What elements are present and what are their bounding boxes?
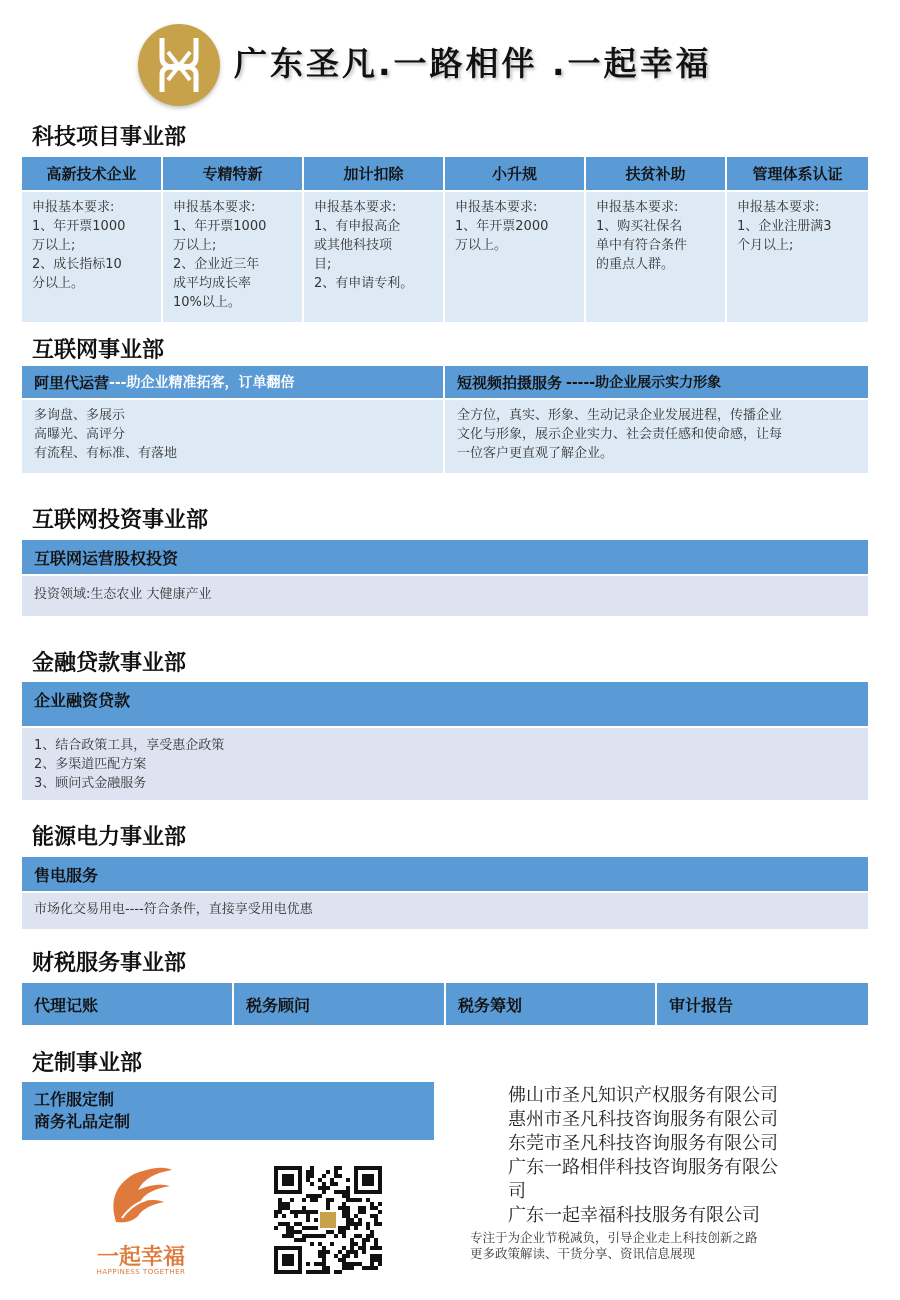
financing-line: 2、多渠道匹配方案: [34, 757, 147, 772]
requirement-line: 分以上。: [32, 276, 85, 291]
tech-col-header: 小升规: [445, 157, 586, 190]
financing-line: 1、结合政策工具，享受惠企政策: [34, 738, 225, 753]
equity-investment-band: 互联网运营股权投资: [22, 540, 868, 574]
header-slogan: 广东圣凡.一路相伴 .一起幸福: [234, 44, 712, 83]
tech-requirements-cell: [445, 192, 586, 322]
qr-code: [274, 1166, 382, 1274]
requirement-line: 2、有申请专利。: [314, 276, 414, 291]
requirement-line: 个月以上;: [737, 238, 794, 253]
detail-line: 有流程、有标准、有落地: [34, 446, 178, 461]
detail-line: 全方位，真实、形象、生动记录企业发展进程，传播企业: [457, 408, 783, 423]
short-video-detail: [445, 400, 868, 473]
requirement-line: 10%以上。: [173, 295, 241, 310]
tech-col-header: 专精特新: [163, 157, 304, 190]
financing-line: 3、顾问式金融服务: [34, 776, 147, 791]
company-list: [508, 1084, 848, 1228]
service-slogan: ---助企业精准拓客，订单翻倍: [109, 375, 295, 391]
requirement-line: 申报基本要求:: [596, 200, 679, 215]
detail-line: 文化与形象，展示企业实力、社会责任感和使命感，让每: [457, 427, 783, 442]
requirement-line: 1、年开票2000: [455, 219, 549, 234]
detail-line: 多询盘、多展示: [34, 408, 126, 423]
tax-service-item: 代理记账: [22, 983, 234, 1025]
requirement-line: 申报基本要求:: [455, 200, 538, 215]
financing-detail-panel: [22, 728, 868, 800]
tech-body-row: [22, 192, 868, 322]
footer-note: 更多政策解读、干货分享、资讯信息展现: [470, 1246, 696, 1261]
tax-service-item: 税务顾问: [234, 983, 446, 1025]
detail-line: 一位客户更直观了解企业。: [457, 446, 614, 461]
company-name: 司: [508, 1181, 526, 1202]
customization-band: [22, 1082, 434, 1140]
company-name: 东莞市圣凡科技咨询服务有限公司: [508, 1133, 778, 1154]
internet-body-row: [22, 400, 868, 473]
tax-service-item: 审计报告: [657, 983, 868, 1025]
requirement-line: 或其他科技项: [314, 238, 393, 253]
short-video-header: [445, 366, 868, 398]
tech-header-row: [22, 157, 868, 190]
tax-service-item: 税务筹划: [446, 983, 657, 1025]
energy-dept-title: 能源电力事业部: [32, 825, 187, 850]
ali-operation-detail: [22, 400, 445, 473]
service-name: 阿里代运营: [34, 373, 110, 392]
requirement-line: 万以上;: [32, 238, 76, 253]
ali-operation-header: [22, 366, 445, 398]
tech-requirements-cell: [304, 192, 445, 322]
finance-dept-title: 金融贷款事业部: [32, 651, 187, 676]
requirement-line: 1、企业注册满3: [737, 219, 832, 234]
tech-requirements-cell: [727, 192, 868, 322]
detail-line: 高曝光、高评分: [34, 427, 126, 442]
requirement-line: 万以上;: [173, 238, 217, 253]
customization-item: 商务礼品定制: [34, 1112, 131, 1131]
internet-dept-title: 互联网事业部: [32, 338, 165, 363]
tech-col-header: 加计扣除: [304, 157, 445, 190]
requirement-line: 1、年开票1000: [32, 219, 126, 234]
custom-dept-title: 定制事业部: [32, 1051, 143, 1076]
service-name: 短视频拍摄服务: [457, 373, 563, 392]
footer-notes: [470, 1230, 880, 1262]
brand-cn-name: 一起幸福: [96, 1244, 185, 1270]
tech-col-header: 扶贫补助: [586, 157, 727, 190]
requirement-line: 1、有申报高企: [314, 219, 401, 234]
tech-requirements-cell: [163, 192, 304, 322]
company-name: 佛山市圣凡知识产权服务有限公司: [508, 1085, 778, 1106]
qr-code-icon: [274, 1166, 382, 1274]
company-name: 广东一路相伴科技咨询服务有限公: [508, 1157, 778, 1178]
tech-col-header: 高新技术企业: [22, 157, 163, 190]
tax-services-row: [22, 983, 868, 1025]
requirement-line: 2、成长指标10: [32, 257, 122, 272]
investment-field-text: 投资领域:生态农业 大健康产业: [34, 587, 212, 602]
requirement-line: 1、年开票1000: [173, 219, 267, 234]
requirement-line: 申报基本要求:: [737, 200, 820, 215]
page-header: [0, 0, 900, 118]
brand-en-name: HAPPINESS TOGETHER: [96, 1268, 186, 1276]
requirement-line: 申报基本要求:: [32, 200, 115, 215]
financing-loan-band: 企业融资贷款: [22, 682, 868, 726]
investment-field-panel: [22, 576, 868, 616]
customization-item: 工作服定制: [34, 1090, 115, 1109]
tax-dept-title: 财税服务事业部: [32, 951, 187, 976]
invest-dept-title: 互联网投资事业部: [32, 508, 209, 533]
requirement-line: 单中有符合条件: [596, 238, 688, 253]
requirement-line: 目;: [314, 257, 332, 272]
footer-note: 专注于为企业节税减负，引导企业走上科技创新之路: [470, 1230, 758, 1245]
tech-requirements-cell: [586, 192, 727, 322]
happiness-together-logo: [86, 1160, 196, 1280]
wing-logo-icon: [86, 1160, 196, 1240]
company-logo: [138, 24, 220, 106]
service-slogan: -----助企业展示实力形象: [566, 375, 722, 391]
electricity-text: 市场化交易用电----符合条件，直接享受用电优惠: [34, 902, 313, 917]
requirement-line: 的重点人群。: [596, 257, 675, 272]
logo-mark-icon: [138, 24, 220, 106]
requirement-line: 万以上。: [455, 238, 508, 253]
requirement-line: 申报基本要求:: [314, 200, 397, 215]
electricity-detail-panel: [22, 893, 868, 929]
internet-header-row: [22, 366, 868, 398]
company-name: 惠州市圣凡科技咨询服务有限公司: [508, 1109, 778, 1130]
requirement-line: 2、企业近三年: [173, 257, 260, 272]
requirement-line: 1、购买社保名: [596, 219, 683, 234]
tech-dept-title: 科技项目事业部: [32, 125, 187, 150]
tech-col-header: 管理体系认证: [727, 157, 868, 190]
requirement-line: 申报基本要求:: [173, 200, 256, 215]
tech-requirements-cell: [22, 192, 163, 322]
company-name: 广东一起幸福科技服务有限公司: [508, 1205, 760, 1226]
requirement-line: 成平均成长率: [173, 276, 252, 291]
electricity-sales-band: 售电服务: [22, 857, 868, 891]
